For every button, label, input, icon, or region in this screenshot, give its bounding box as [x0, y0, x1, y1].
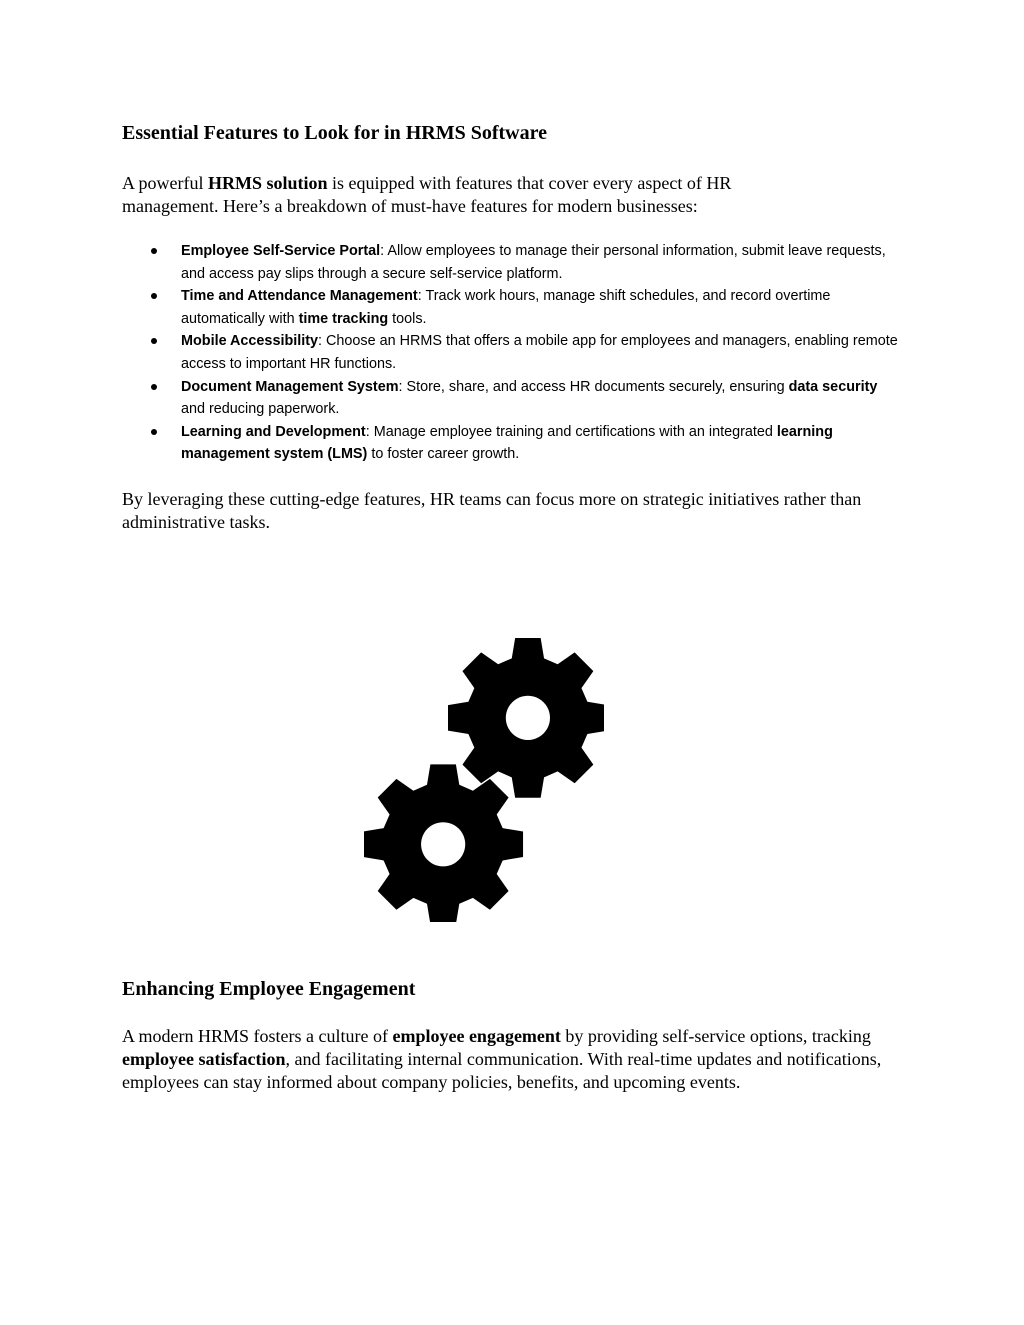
feature-bold-term: time tracking: [298, 310, 389, 327]
feature-tail: to foster career growth.: [367, 446, 520, 463]
feature-item-document: [122, 376, 902, 421]
feature-tail: and reducing paperwork.: [181, 401, 340, 418]
section-title-engagement: Enhancing Employee Engagement: [122, 978, 416, 1000]
feature-item-learning: [122, 421, 902, 466]
conclusion-paragraph: By leveraging these cutting-edge features, HR teams can focus more on strategic initiatives rather than administrative tasks.: [122, 489, 862, 532]
engagement-paragraph: [122, 1025, 902, 1094]
bold-employee-engagement: employee engagement: [392, 1026, 561, 1046]
engagement-text-2: by providing self-service options, tracking: [560, 1026, 871, 1046]
feature-item-time-attendance: [122, 285, 902, 330]
feature-desc: : Track work hours, manage shift schedules, and record overtime automatically with: [181, 288, 831, 327]
feature-list: [122, 240, 902, 466]
intro-paragraph: [122, 172, 822, 218]
engagement-text-3: , and facilitating internal communication. With real-time updates and notifications, employees can stay informed about company policies, benefits, and upcoming events.: [122, 1049, 882, 1092]
feature-name: Learning and Development: [181, 423, 366, 440]
bold-employee-satisfaction: employee satisfaction: [122, 1049, 286, 1069]
feature-name: Document Management System: [181, 378, 399, 395]
feature-desc: : Allow employees to manage their personal information, submit leave requests, and access pay slips through a secure self-service platform.: [181, 243, 886, 282]
feature-item-self-service: [122, 240, 902, 285]
feature-tail: tools.: [388, 310, 427, 327]
section-title-features: Essential Features to Look for in HRMS Software: [122, 122, 547, 144]
intro-bold-hrms-solution: HRMS solution: [207, 173, 328, 193]
engagement-text-1: A modern HRMS fosters a culture of: [122, 1026, 393, 1046]
feature-name: Mobile Accessibility: [181, 333, 319, 350]
feature-item-mobile: [122, 330, 902, 375]
feature-name: Employee Self-Service Portal: [181, 243, 381, 259]
feature-bold-term: data security: [788, 378, 878, 395]
gear-top-icon: [448, 638, 604, 798]
feature-desc: : Manage employee training and certifications with an integrated: [365, 423, 777, 440]
feature-desc: : Store, share, and access HR documents securely, ensuring: [398, 378, 789, 395]
feature-bold-term: learning management system (LMS): [181, 423, 833, 463]
gears-icon: [364, 632, 604, 922]
intro-text-after: is equipped with features that cover every aspect of HR management. Here’s a breakdown of must-have features for modern businesses:: [122, 173, 732, 216]
feature-desc: : Choose an HRMS that offers a mobile app for employees and managers, enabling remote access to important HR functions.: [181, 333, 898, 372]
intro-text-before: A powerful: [122, 173, 208, 193]
feature-name: Time and Attendance Management: [181, 288, 418, 305]
gear-bottom-icon: [364, 764, 523, 922]
